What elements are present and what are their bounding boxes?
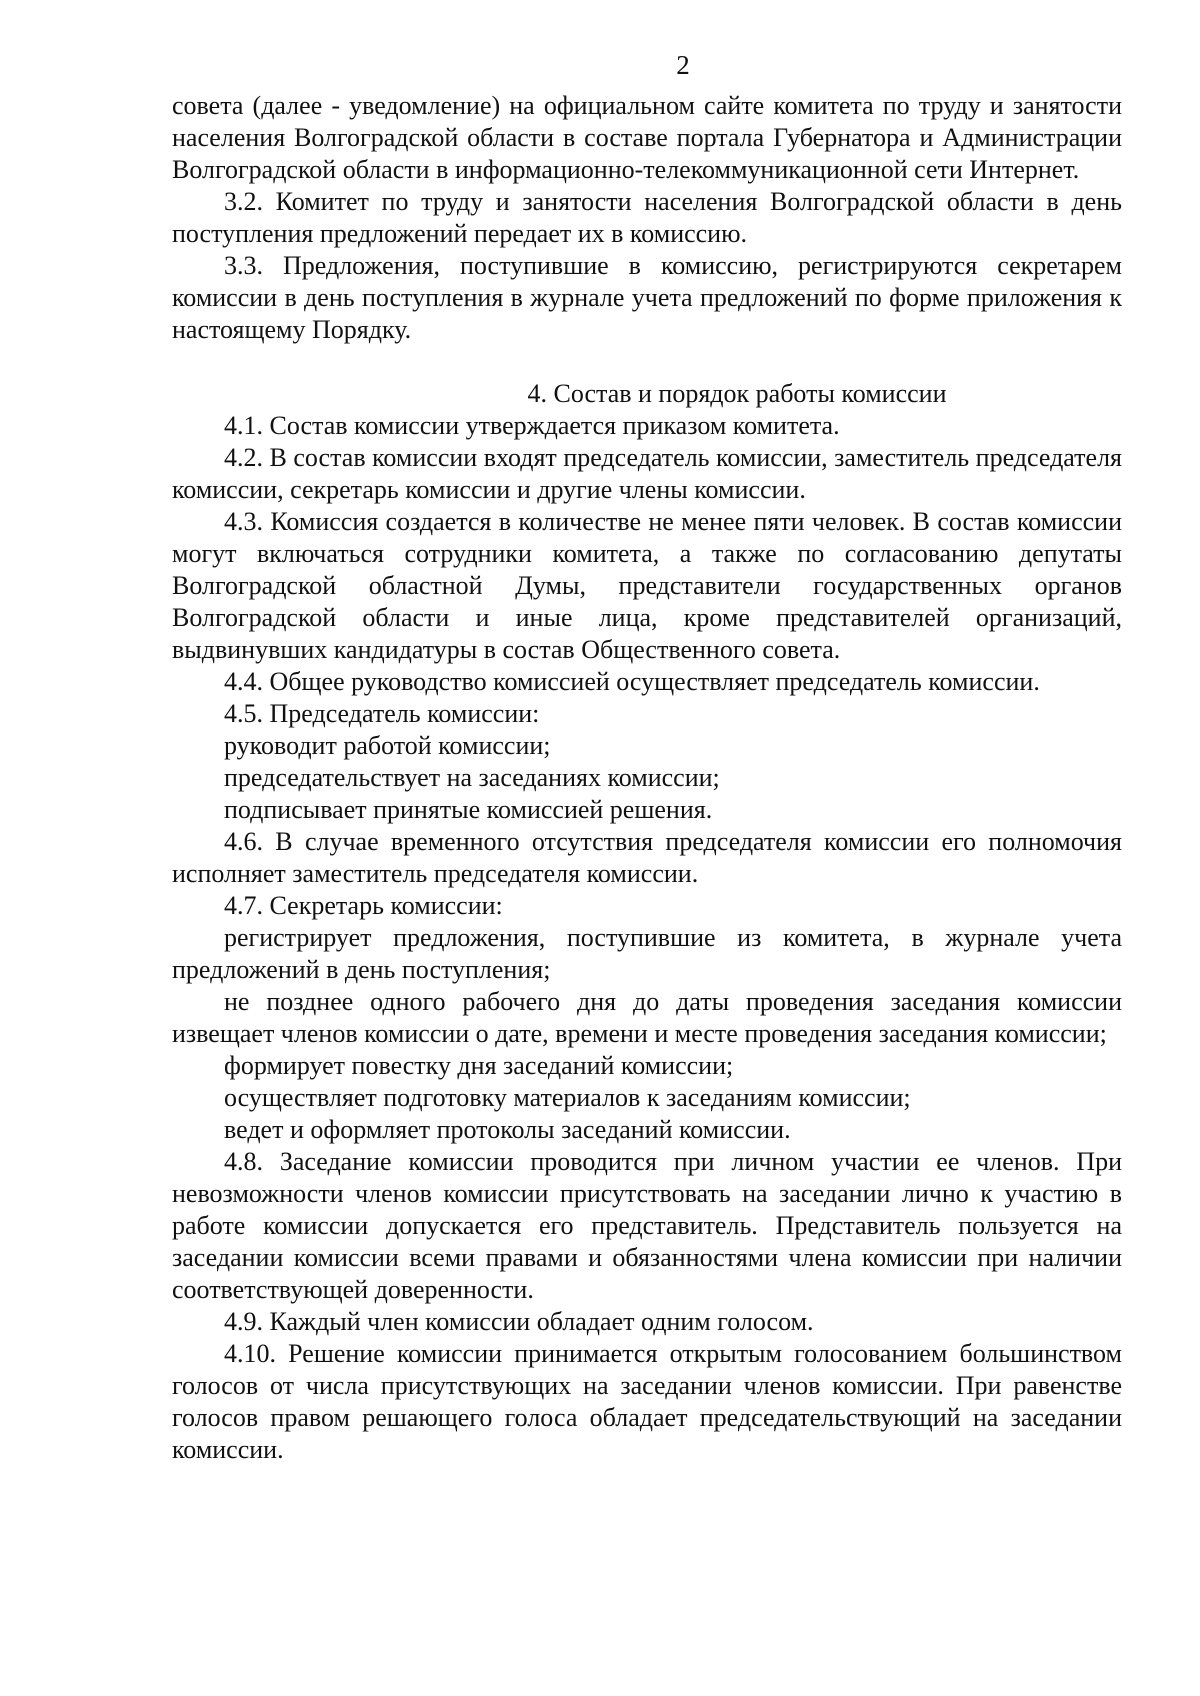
paragraph-3-2: 3.2. Комитет по труду и занятости населения Волгоградской области в день поступления предложений передает их в комиссию. <box>172 187 1122 248</box>
paragraph-4-2: 4.2. В состав комиссии входят председатель комиссии, заместитель председателя комиссии, секретарь комиссии и другие члены комиссии. <box>172 443 1122 504</box>
paragraph-4-6: 4.6. В случае временного отсутствия председателя комиссии его полномочия исполняет заместитель председателя комиссии. <box>172 827 1122 888</box>
paragraph-4-9: 4.9. Каждый член комиссии обладает одним голосом. <box>224 1307 814 1336</box>
paragraph-4-7: 4.7. Секретарь комиссии: <box>224 891 503 920</box>
list-item: формирует повестку дня заседаний комиссии; <box>224 1051 734 1080</box>
paragraph-3-3: 3.3. Предложения, поступившие в комиссию, регистрируются секретарем комиссии в день поступления в журнале учета предложений по форме приложения к настоящему Порядку. <box>172 251 1122 344</box>
list-item: не позднее одного рабочего дня до даты проведения заседания комиссии извещает членов комиссии о дате, времени и месте проведения заседания комиссии; <box>172 987 1122 1048</box>
paragraph-4-10: 4.10. Решение комиссии принимается открытым голосованием большинством голосов от числа присутствующих на заседании членов комиссии. При равенстве голосов правом решающего голоса обладает председательствующий на заседании комиссии. <box>172 1339 1122 1464</box>
page-number: 2 <box>676 50 690 80</box>
list-item: подписывает принятые комиссией решения. <box>224 795 713 824</box>
paragraph-4-3: 4.3. Комиссия создается в количестве не менее пяти человек. В состав комиссии могут включаться сотрудники комитета, а также по согласованию депутаты Волгоградской областной Думы, представители государственных органов Волгоградской области и иные лица, кроме представителей организаций, выдвинувших кандидатуры в состав Общественного совета. <box>172 507 1122 664</box>
section-heading-4: 4. Состав и порядок работы комиссии <box>527 379 947 408</box>
paragraph-4-1: 4.1. Состав комиссии утверждается приказом комитета. <box>224 411 840 440</box>
list-item: руководит работой комиссии; <box>224 731 551 760</box>
list-item: регистрирует предложения, поступившие из комитета, в журнале учета предложений в день поступления; <box>172 923 1122 984</box>
paragraph-4-8: 4.8. Заседание комиссии проводится при личном участии ее членов. При невозможности членов комиссии присутствовать на заседании лично к участию в работе комиссии допускается его представитель. Представитель пользуется на заседании комиссии всеми правами и обязанностями члена комиссии при наличии соответствующей доверенности. <box>172 1147 1122 1304</box>
list-item: председательствует на заседаниях комиссии; <box>224 763 720 792</box>
list-item: осуществляет подготовку материалов к заседаниям комиссии; <box>224 1083 911 1112</box>
paragraph-4-5: 4.5. Председатель комиссии: <box>224 699 540 728</box>
paragraph-continuation: совета (далее - уведомление) на официальном сайте комитета по труду и занятости населения Волгоградской области в составе портала Губернатора и Администрации Волгоградской области в информационно-телекоммуникационной сети Интернет. <box>172 91 1122 184</box>
list-item: ведет и оформляет протоколы заседаний комиссии. <box>224 1115 791 1144</box>
document-body <box>172 90 1122 1466</box>
paragraph-4-4: 4.4. Общее руководство комиссией осуществляет председатель комиссии. <box>224 667 1040 696</box>
